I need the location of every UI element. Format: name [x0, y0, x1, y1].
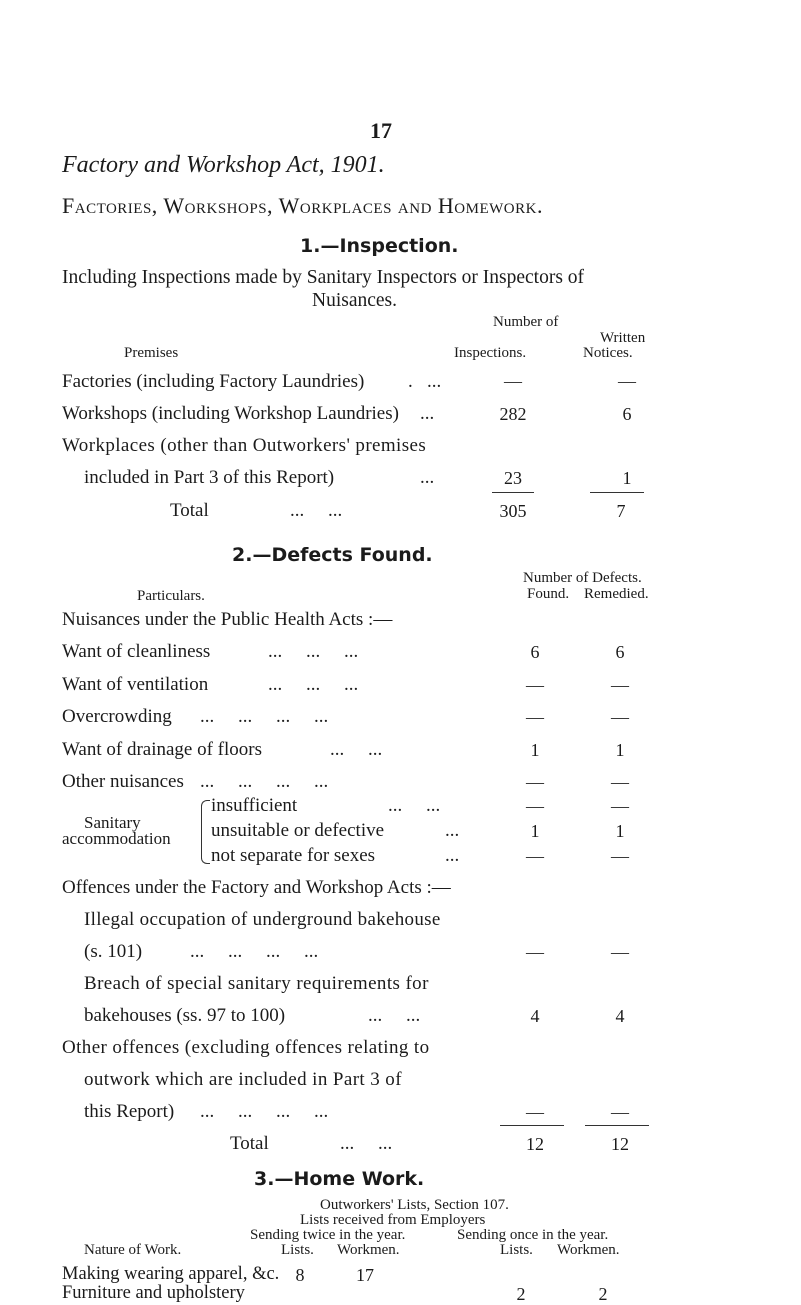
offence-label-cont: outwork which are included in Part 3 of — [84, 1069, 402, 1090]
remedied-value: — — [611, 772, 629, 792]
offence-label: Other offences (excluding offences relating to — [62, 1037, 430, 1058]
notices-value: — — [618, 371, 636, 391]
total-rule — [500, 1125, 564, 1126]
section2-title: 2.—Defects Found. — [232, 544, 433, 566]
remedied-value: 6 — [615, 642, 625, 662]
twice-lists: 8 — [295, 1265, 305, 1285]
remedied-value: — — [611, 846, 629, 866]
remedied-value: — — [611, 1102, 629, 1122]
sanitary-label: Sanitary — [84, 813, 141, 832]
leader-dots: ... ... — [340, 1133, 393, 1154]
found-value: — — [526, 772, 544, 792]
main-heading: Factories, Workshops, Workplaces and Homework. — [62, 193, 543, 218]
defect-label: Want of ventilation — [62, 674, 209, 695]
inspections-value: 282 — [499, 404, 527, 424]
page-number: 17 — [370, 118, 392, 143]
total-rule — [590, 492, 644, 493]
section1-total-label: Total — [170, 500, 209, 521]
leader-dots: ... ... ... ... — [190, 941, 319, 962]
found-value: — — [526, 942, 544, 962]
defect-label: Overcrowding — [62, 706, 172, 727]
sanitary-item: unsuitable or defective — [211, 820, 385, 841]
col-notices: Notices. — [583, 345, 633, 361]
remedied-value: 1 — [615, 821, 625, 841]
total-inspections: 305 — [499, 501, 527, 521]
brace — [201, 800, 210, 864]
twice-workmen: 17 — [356, 1265, 374, 1285]
found-value: 1 — [530, 740, 540, 760]
col-inspections: Inspections. — [454, 345, 527, 361]
total-rule — [492, 492, 534, 493]
leader-dots: ... ... — [368, 1005, 421, 1026]
total-found: 12 — [526, 1134, 544, 1154]
offence-label-cont: this Report) — [84, 1101, 175, 1122]
sanitary-label-cont: accommodation — [62, 829, 171, 848]
leader-dots: ... ... — [290, 500, 343, 521]
found-value: — — [526, 796, 544, 816]
remedied-value: 1 — [615, 740, 625, 760]
section2-total-label: Total — [230, 1133, 269, 1154]
leader-dots: . ... — [408, 371, 442, 392]
homework-header-line2: Lists received from Employers — [300, 1212, 486, 1228]
premises-row-label-cont: included in Part 3 of this Report) — [84, 467, 335, 488]
remedied-value: — — [611, 675, 629, 695]
nuisances-heading: Nuisances under the Public Health Acts :— — [62, 609, 393, 630]
col-written: Written — [600, 330, 646, 346]
col-remedied: Remedied. — [584, 586, 649, 602]
leader-dots: ... — [420, 403, 435, 424]
defect-label: Want of cleanliness — [62, 641, 211, 662]
found-value: 1 — [530, 821, 540, 841]
col-lists-once: Lists. — [500, 1242, 533, 1258]
remedied-value: 4 — [615, 1006, 625, 1026]
premises-row-label: Workshops (including Workshop Laundries) — [62, 403, 399, 424]
remedied-value: — — [611, 796, 629, 816]
col-found: Found. — [527, 586, 570, 602]
total-remedied: 12 — [611, 1134, 629, 1154]
defect-label: Want of drainage of floors — [62, 739, 263, 760]
notices-value: 6 — [622, 404, 632, 424]
premises-row-label: Factories (including Factory Laundries) — [62, 371, 365, 392]
col-lists-twice: Lists. — [281, 1242, 314, 1258]
leader-dots: ... — [445, 820, 460, 841]
offence-label: Illegal occupation of underground bakehouse — [84, 909, 441, 930]
found-value: 4 — [530, 1006, 540, 1026]
homework-once: Sending once in the year. — [457, 1227, 609, 1243]
remedied-value: — — [611, 942, 629, 962]
inspections-value: — — [504, 371, 522, 391]
col-workmen-twice: Workmen. — [337, 1242, 400, 1258]
leader-dots: ... — [420, 467, 435, 488]
found-value: — — [526, 675, 544, 695]
offence-label: Breach of special sanitary requirements for — [84, 973, 429, 994]
total-rule — [585, 1125, 649, 1126]
leader-dots: ... ... — [388, 795, 441, 816]
found-value: 6 — [530, 642, 540, 662]
col-number-of-defects: Number of Defects. — [523, 570, 642, 586]
col-particulars: Particulars. — [137, 588, 205, 604]
sanitary-item: insufficient — [211, 795, 298, 816]
defect-label: Other nuisances — [62, 771, 184, 792]
found-value: — — [526, 1102, 544, 1122]
offence-label-cont: bakehouses (ss. 97 to 100) — [84, 1005, 286, 1026]
act-title: Factory and Workshop Act, 1901. — [62, 152, 385, 178]
inspections-value: 23 — [504, 468, 522, 488]
leader-dots: ... — [445, 845, 460, 866]
remedied-value: — — [611, 707, 629, 727]
homework-header-line1: Outworkers' Lists, Section 107. — [320, 1197, 509, 1213]
leader-dots: ... ... ... ... — [200, 771, 329, 792]
homework-twice: Sending twice in the year. — [250, 1227, 406, 1243]
work-label: Furniture and upholstery — [62, 1283, 245, 1303]
section1-intro-line2: Nuisances. — [312, 290, 398, 311]
total-notices: 7 — [616, 501, 626, 521]
offences-heading: Offences under the Factory and Workshop Acts :— — [62, 877, 451, 898]
col-number-of: Number of — [493, 314, 559, 330]
once-workmen: 2 — [598, 1284, 608, 1304]
once-lists: 2 — [516, 1284, 526, 1304]
col-premises: Premises — [124, 345, 179, 361]
section1-title: 1.—Inspection. — [300, 235, 459, 257]
leader-dots: ... ... ... ... — [200, 706, 329, 727]
leader-dots: ... ... ... — [268, 674, 359, 695]
leader-dots: ... ... — [330, 739, 383, 760]
col-workmen-once: Workmen. — [557, 1242, 620, 1258]
found-value: — — [526, 707, 544, 727]
premises-row-label: Workplaces (other than Outworkers' premises — [62, 435, 427, 456]
section3-title: 3.—Home Work. — [254, 1168, 425, 1190]
col-nature-of-work: Nature of Work. — [84, 1242, 182, 1258]
leader-dots: ... ... ... — [268, 641, 359, 662]
leader-dots: ... ... ... ... — [200, 1101, 329, 1122]
found-value: — — [526, 846, 544, 866]
notices-value: 1 — [622, 468, 632, 488]
section1-intro-line1: Including Inspections made by Sanitary Inspectors or Inspectors of — [62, 267, 585, 288]
work-label: Making wearing apparel, &c. — [62, 1264, 280, 1284]
offence-label-cont: (s. 101) — [84, 941, 143, 962]
sanitary-item: not separate for sexes — [211, 845, 376, 866]
